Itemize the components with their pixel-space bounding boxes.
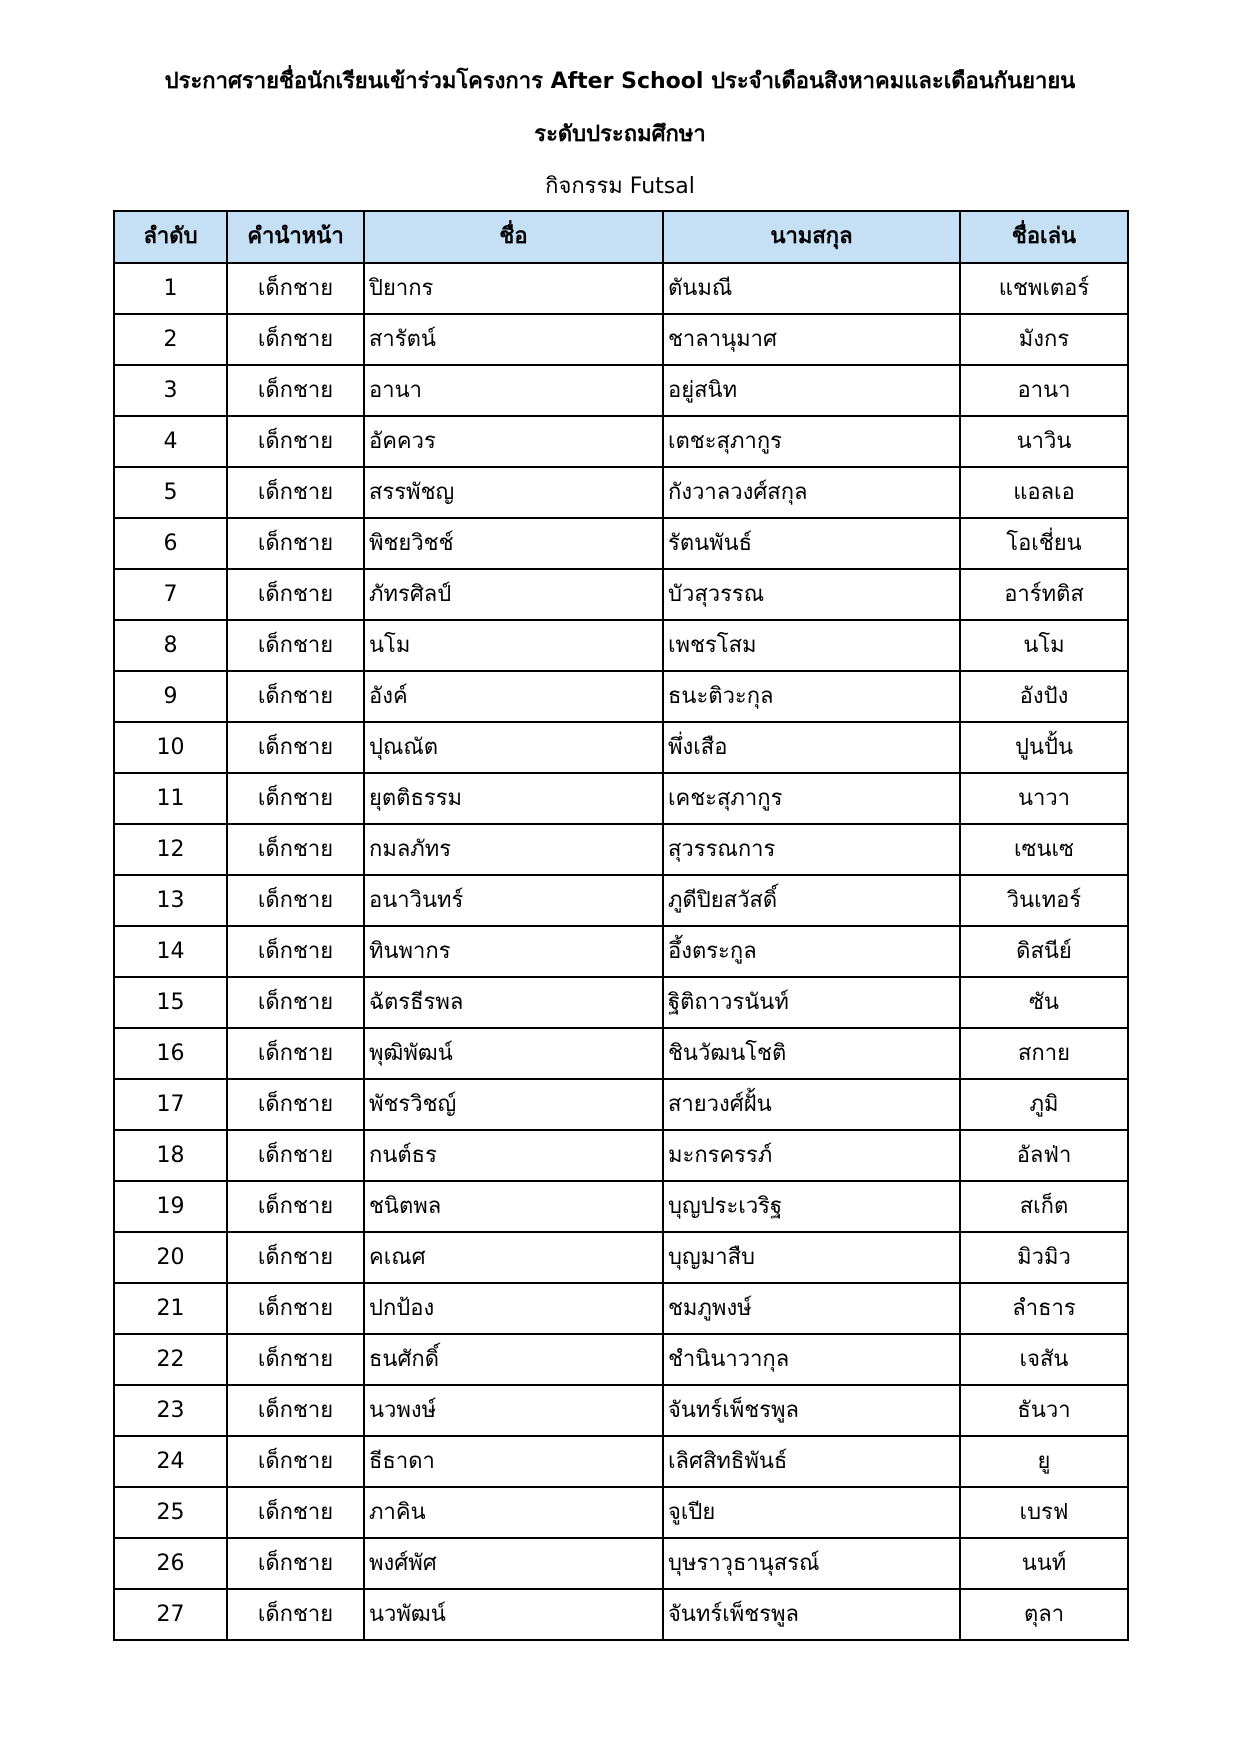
last-name-cell: บุษราวุธานุสรณ์ <box>663 1538 960 1589</box>
prefix-cell: เด็กชาย <box>227 1538 364 1589</box>
column-header-last-name: นามสกุล <box>663 211 960 263</box>
prefix-cell: เด็กชาย <box>227 875 364 926</box>
order-cell: 21 <box>114 1283 227 1334</box>
last-name-cell: จันทร์เพ็ชรพูล <box>663 1385 960 1436</box>
column-header-first-name: ชื่อ <box>364 211 663 263</box>
nickname-cell: เบรฟ <box>960 1487 1128 1538</box>
order-cell: 27 <box>114 1589 227 1640</box>
order-cell: 9 <box>114 671 227 722</box>
order-cell: 6 <box>114 518 227 569</box>
order-cell: 15 <box>114 977 227 1028</box>
prefix-cell: เด็กชาย <box>227 1385 364 1436</box>
order-cell: 16 <box>114 1028 227 1079</box>
nickname-cell: ธันวา <box>960 1385 1128 1436</box>
first-name-cell: พุฒิพัฒน์ <box>364 1028 663 1079</box>
nickname-cell: เจสัน <box>960 1334 1128 1385</box>
last-name-cell: ชำนินาวากุล <box>663 1334 960 1385</box>
nickname-cell: เซนเซ <box>960 824 1128 875</box>
last-name-cell: พึ่งเสือ <box>663 722 960 773</box>
order-cell: 20 <box>114 1232 227 1283</box>
prefix-cell: เด็กชาย <box>227 1283 364 1334</box>
first-name-cell: พัชรวิชญ์ <box>364 1079 663 1130</box>
prefix-cell: เด็กชาย <box>227 569 364 620</box>
nickname-cell: มังกร <box>960 314 1128 365</box>
nickname-cell: นโม <box>960 620 1128 671</box>
nickname-cell: สกาย <box>960 1028 1128 1079</box>
first-name-cell: อนาวินทร์ <box>364 875 663 926</box>
nickname-cell: โอเชี่ยน <box>960 518 1128 569</box>
prefix-cell: เด็กชาย <box>227 467 364 518</box>
table-row <box>114 416 1128 467</box>
last-name-cell: จูเปีย <box>663 1487 960 1538</box>
first-name-cell: กนต์ธร <box>364 1130 663 1181</box>
column-header-order: ลำดับ <box>114 211 227 263</box>
first-name-cell: ธนศักดิ์ <box>364 1334 663 1385</box>
last-name-cell: เลิศสิทธิพันธ์ <box>663 1436 960 1487</box>
first-name-cell: พิชยวิชช์ <box>364 518 663 569</box>
table-row <box>114 569 1128 620</box>
last-name-cell: สุวรรณการ <box>663 824 960 875</box>
last-name-cell: บุญมาสืบ <box>663 1232 960 1283</box>
order-cell: 2 <box>114 314 227 365</box>
prefix-cell: เด็กชาย <box>227 977 364 1028</box>
nickname-cell: อังปัง <box>960 671 1128 722</box>
table-row <box>114 1283 1128 1334</box>
order-cell: 25 <box>114 1487 227 1538</box>
nickname-cell: วินเทอร์ <box>960 875 1128 926</box>
table-row <box>114 1385 1128 1436</box>
first-name-cell: นวพัฒน์ <box>364 1589 663 1640</box>
nickname-cell: ซัน <box>960 977 1128 1028</box>
last-name-cell: กังวาลวงศ์สกุล <box>663 467 960 518</box>
last-name-cell: ฐิติถาวรนันท์ <box>663 977 960 1028</box>
student-table <box>113 210 1129 1641</box>
last-name-cell: มะกรครรภ์ <box>663 1130 960 1181</box>
prefix-cell: เด็กชาย <box>227 1334 364 1385</box>
table-row <box>114 467 1128 518</box>
prefix-cell: เด็กชาย <box>227 1079 364 1130</box>
order-cell: 19 <box>114 1181 227 1232</box>
last-name-cell: ธนะติวะกุล <box>663 671 960 722</box>
prefix-cell: เด็กชาย <box>227 263 364 314</box>
table-row <box>114 1589 1128 1640</box>
first-name-cell: ภาคิน <box>364 1487 663 1538</box>
activity-name: กิจกรรม Futsal <box>545 174 695 199</box>
page-title: ประกาศรายชื่อนักเรียนเข้าร่วมโครงการ After School ประจำเดือนสิงหาคมและเดือนกันยายน <box>164 69 1076 94</box>
nickname-cell: แอลเอ <box>960 467 1128 518</box>
first-name-cell: ยุตติธรรม <box>364 773 663 824</box>
last-name-cell: จันทร์เพ็ชรพูล <box>663 1589 960 1640</box>
order-cell: 14 <box>114 926 227 977</box>
table-row <box>114 875 1128 926</box>
table-row <box>114 824 1128 875</box>
prefix-cell: เด็กชาย <box>227 824 364 875</box>
table-row <box>114 1130 1128 1181</box>
first-name-cell: นวพงษ์ <box>364 1385 663 1436</box>
first-name-cell: นโม <box>364 620 663 671</box>
first-name-cell: ปกป้อง <box>364 1283 663 1334</box>
first-name-cell: ฉัตรธีรพล <box>364 977 663 1028</box>
last-name-cell: บัวสุวรรณ <box>663 569 960 620</box>
order-cell: 13 <box>114 875 227 926</box>
table-row <box>114 1436 1128 1487</box>
table-row <box>114 314 1128 365</box>
table-row <box>114 1028 1128 1079</box>
first-name-cell: อังค์ <box>364 671 663 722</box>
prefix-cell: เด็กชาย <box>227 722 364 773</box>
table-row <box>114 1232 1128 1283</box>
first-name-cell: ปุณณัต <box>364 722 663 773</box>
order-cell: 8 <box>114 620 227 671</box>
table-row <box>114 1079 1128 1130</box>
prefix-cell: เด็กชาย <box>227 1487 364 1538</box>
last-name-cell: ตันมณี <box>663 263 960 314</box>
prefix-cell: เด็กชาย <box>227 671 364 722</box>
table-row <box>114 620 1128 671</box>
first-name-cell: คเณศ <box>364 1232 663 1283</box>
order-cell: 18 <box>114 1130 227 1181</box>
order-cell: 7 <box>114 569 227 620</box>
last-name-cell: เพชรโสม <box>663 620 960 671</box>
nickname-cell: ภูมิ <box>960 1079 1128 1130</box>
table-row <box>114 365 1128 416</box>
table-row <box>114 977 1128 1028</box>
table-row <box>114 1538 1128 1589</box>
nickname-cell: นนท์ <box>960 1538 1128 1589</box>
table-row <box>114 1487 1128 1538</box>
prefix-cell: เด็กชาย <box>227 314 364 365</box>
last-name-cell: อึ้งตระกูล <box>663 926 960 977</box>
prefix-cell: เด็กชาย <box>227 518 364 569</box>
order-cell: 17 <box>114 1079 227 1130</box>
table-body <box>114 263 1128 1640</box>
first-name-cell: ชนิตพล <box>364 1181 663 1232</box>
prefix-cell: เด็กชาย <box>227 926 364 977</box>
nickname-cell: ยู <box>960 1436 1128 1487</box>
prefix-cell: เด็กชาย <box>227 365 364 416</box>
prefix-cell: เด็กชาย <box>227 620 364 671</box>
first-name-cell: สรรพัชญ <box>364 467 663 518</box>
prefix-cell: เด็กชาย <box>227 1130 364 1181</box>
order-cell: 11 <box>114 773 227 824</box>
table-row <box>114 722 1128 773</box>
first-name-cell: พงศ์พัศ <box>364 1538 663 1589</box>
column-header-nickname: ชื่อเล่น <box>960 211 1128 263</box>
last-name-cell: ภูดีปิยสวัสดิ์ <box>663 875 960 926</box>
first-name-cell: อัคควร <box>364 416 663 467</box>
table-row <box>114 671 1128 722</box>
last-name-cell: รัตนพันธ์ <box>663 518 960 569</box>
table-row <box>114 926 1128 977</box>
prefix-cell: เด็กชาย <box>227 416 364 467</box>
first-name-cell: กมลภัทร <box>364 824 663 875</box>
table-header-row <box>114 211 1128 263</box>
nickname-cell: ดิสนีย์ <box>960 926 1128 977</box>
order-cell: 23 <box>114 1385 227 1436</box>
order-cell: 22 <box>114 1334 227 1385</box>
first-name-cell: ทินพากร <box>364 926 663 977</box>
order-cell: 5 <box>114 467 227 518</box>
first-name-cell: สารัตน์ <box>364 314 663 365</box>
last-name-cell: อยู่สนิท <box>663 365 960 416</box>
last-name-cell: บุญประเวริฐ <box>663 1181 960 1232</box>
order-cell: 1 <box>114 263 227 314</box>
first-name-cell: ธีธาดา <box>364 1436 663 1487</box>
prefix-cell: เด็กชาย <box>227 1181 364 1232</box>
nickname-cell: อานา <box>960 365 1128 416</box>
nickname-cell: ลำธาร <box>960 1283 1128 1334</box>
order-cell: 4 <box>114 416 227 467</box>
nickname-cell: มิวมิว <box>960 1232 1128 1283</box>
table-row <box>114 1181 1128 1232</box>
nickname-cell: นาวา <box>960 773 1128 824</box>
last-name-cell: ชาลานุมาศ <box>663 314 960 365</box>
prefix-cell: เด็กชาย <box>227 773 364 824</box>
nickname-cell: ปูนปั้น <box>960 722 1128 773</box>
last-name-cell: ชมภูพงษ์ <box>663 1283 960 1334</box>
order-cell: 24 <box>114 1436 227 1487</box>
nickname-cell: แชพเตอร์ <box>960 263 1128 314</box>
prefix-cell: เด็กชาย <box>227 1232 364 1283</box>
education-level: ระดับประถมศึกษา <box>534 122 706 147</box>
prefix-cell: เด็กชาย <box>227 1589 364 1640</box>
first-name-cell: ปิยากร <box>364 263 663 314</box>
order-cell: 3 <box>114 365 227 416</box>
prefix-cell: เด็กชาย <box>227 1436 364 1487</box>
table-row <box>114 1334 1128 1385</box>
last-name-cell: ชินวัฒนโชติ <box>663 1028 960 1079</box>
nickname-cell: นาวิน <box>960 416 1128 467</box>
nickname-cell: ตุลา <box>960 1589 1128 1640</box>
order-cell: 12 <box>114 824 227 875</box>
last-name-cell: เตชะสุภากูร <box>663 416 960 467</box>
table-row <box>114 518 1128 569</box>
first-name-cell: อานา <box>364 365 663 416</box>
first-name-cell: ภัทรศิลป์ <box>364 569 663 620</box>
nickname-cell: อัลฟ่า <box>960 1130 1128 1181</box>
order-cell: 26 <box>114 1538 227 1589</box>
order-cell: 10 <box>114 722 227 773</box>
prefix-cell: เด็กชาย <box>227 1028 364 1079</box>
nickname-cell: อาร์ทติส <box>960 569 1128 620</box>
table-row <box>114 263 1128 314</box>
last-name-cell: สายวงศ์ฝั้น <box>663 1079 960 1130</box>
table-row <box>114 773 1128 824</box>
nickname-cell: สเก็ต <box>960 1181 1128 1232</box>
last-name-cell: เคชะสุภากูร <box>663 773 960 824</box>
column-header-prefix: คำนำหน้า <box>227 211 364 263</box>
